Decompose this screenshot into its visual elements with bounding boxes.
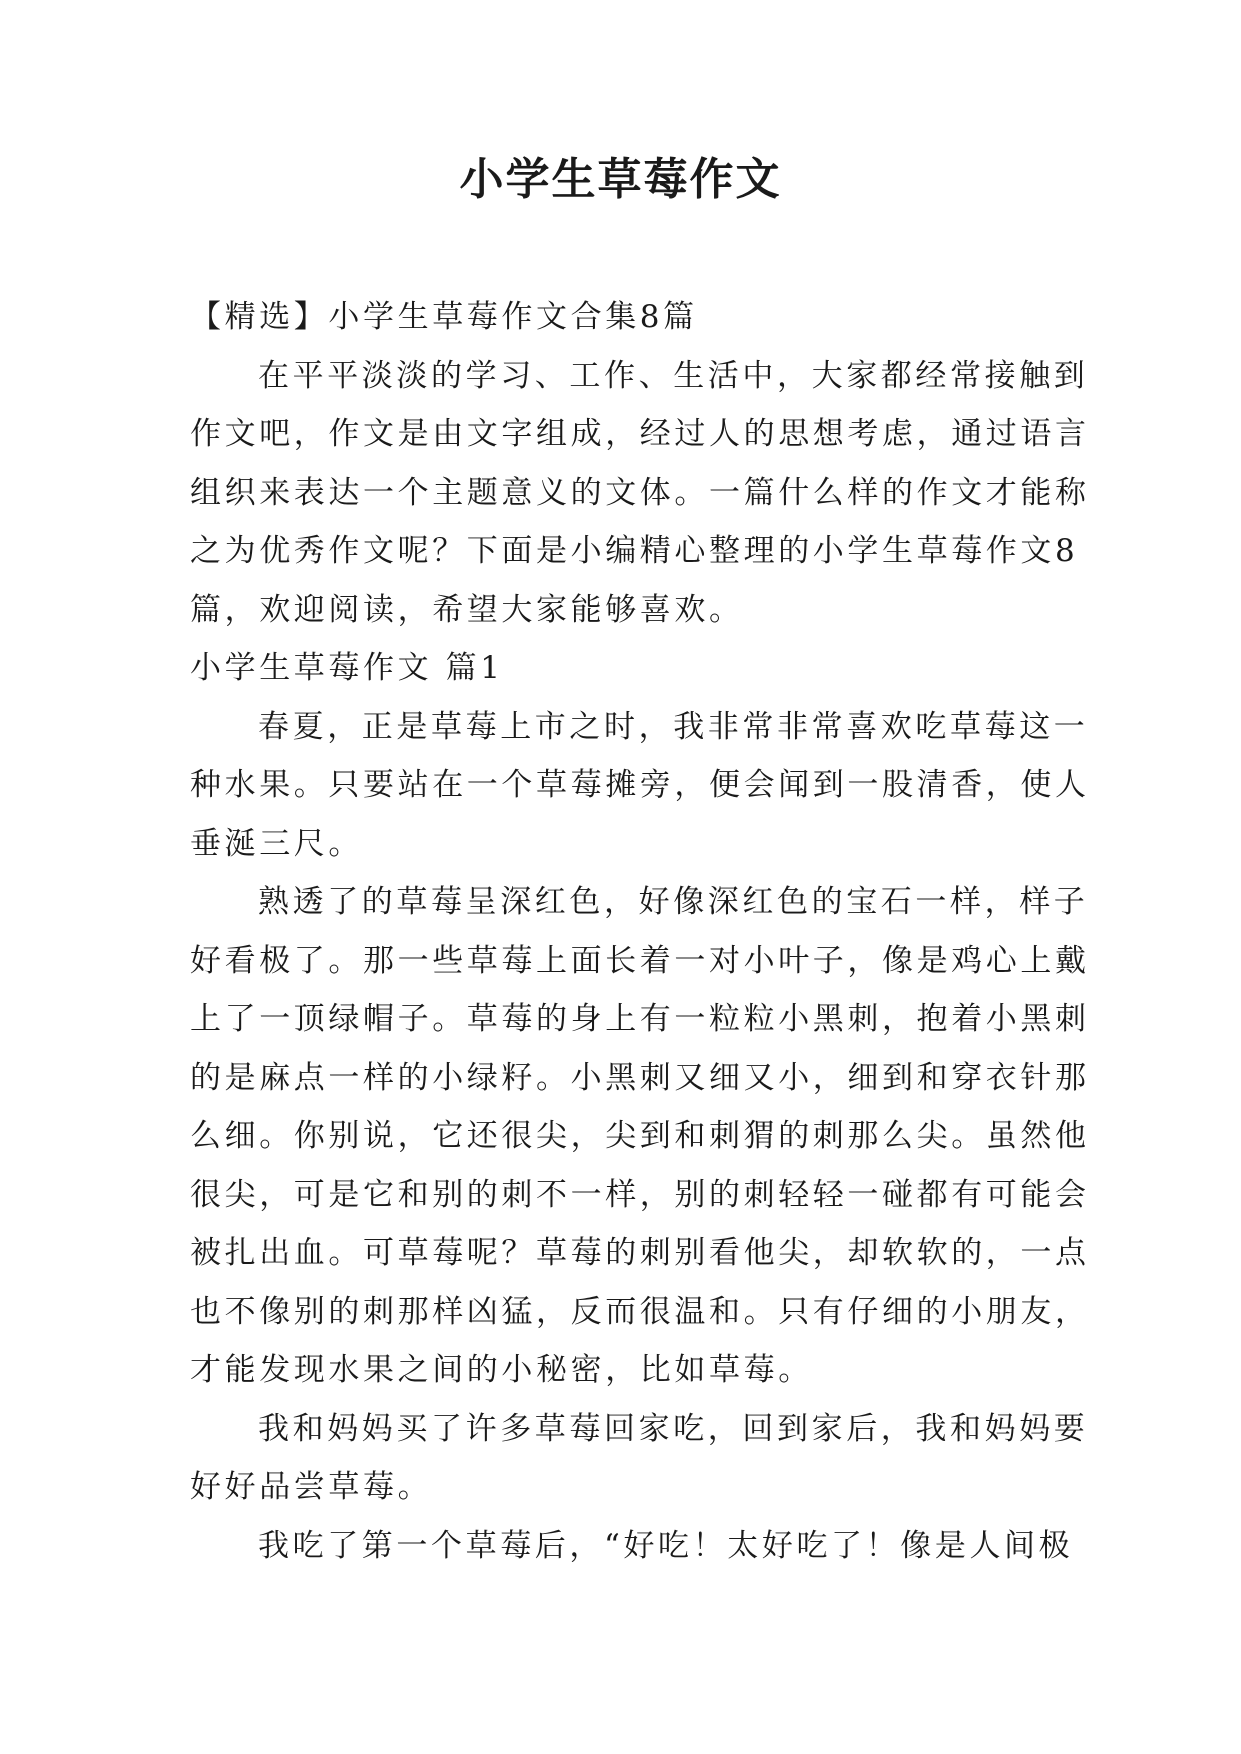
text-line: 在平平淡淡的学习、工作、生活中，大家都经常接触到 [258, 357, 1089, 394]
text-line: 被扎出血。可草莓呢？草莓的刺别看他尖，却软软的，一点 [190, 1235, 1090, 1271]
text-line: 我和妈妈买了许多草莓回家吃，回到家后，我和妈妈要 [258, 1410, 1089, 1447]
text-line: 之为优秀作文呢？下面是小编精心整理的小学生草莓作文8 [190, 533, 1079, 569]
text-line: 作文吧，作文是由文字组成，经过人的思想考虑，通过语言 [190, 416, 1090, 452]
text-line: 也不像别的刺那样凶猛，反而很温和。只有仔细的小朋友， [190, 1293, 1090, 1330]
text-line: 么细。你别说，它还很尖，尖到和刺猬的刺那么尖。虽然他 [190, 1118, 1090, 1154]
text-line: 的是麻点一样的小绿籽。小黑刺又细又小，细到和穿衣针那 [190, 1059, 1090, 1096]
text-line: 好好品尝草莓。 [190, 1469, 433, 1505]
text-line: 篇，欢迎阅读，希望大家能够喜欢。 [190, 591, 744, 628]
text-line: 才能发现水果之间的小秘密，比如草莓。 [190, 1352, 813, 1388]
text-line: 组织来表达一个主题意义的文体。一篇什么样的作文才能称 [190, 474, 1090, 511]
text-line: 春夏，正是草莓上市之时，我非常非常喜欢吃草莓这一 [258, 708, 1089, 745]
text-line: 【精选】小学生草莓作文合集8篇 [190, 299, 698, 335]
text-line: 好看极了。那一些草莓上面长着一对小叶子，像是鸡心上戴 [190, 942, 1090, 979]
text-line: 上了一顶绿帽子。草莓的身上有一粒粒小黑刺，抱着小黑刺 [190, 1001, 1090, 1037]
document-body [190, 288, 1090, 1575]
text-line: 很尖，可是它和别的刺不一样，别的刺轻轻一碰都有可能会 [190, 1176, 1090, 1213]
text-line: 我吃了第一个草莓后，“好吃！太好吃了！像是人间极 [258, 1527, 1074, 1564]
text-line: 熟透了的草莓呈深红色，好像深红色的宝石一样，样子 [258, 884, 1089, 920]
text-line: 种水果。只要站在一个草莓摊旁，便会闻到一股清香，使人 [190, 767, 1090, 803]
document-title: 小学生草莓作文 [459, 154, 782, 205]
text-line: 垂涎三尺。 [190, 825, 363, 862]
text-line: 小学生草莓作文 篇1 [190, 650, 504, 686]
